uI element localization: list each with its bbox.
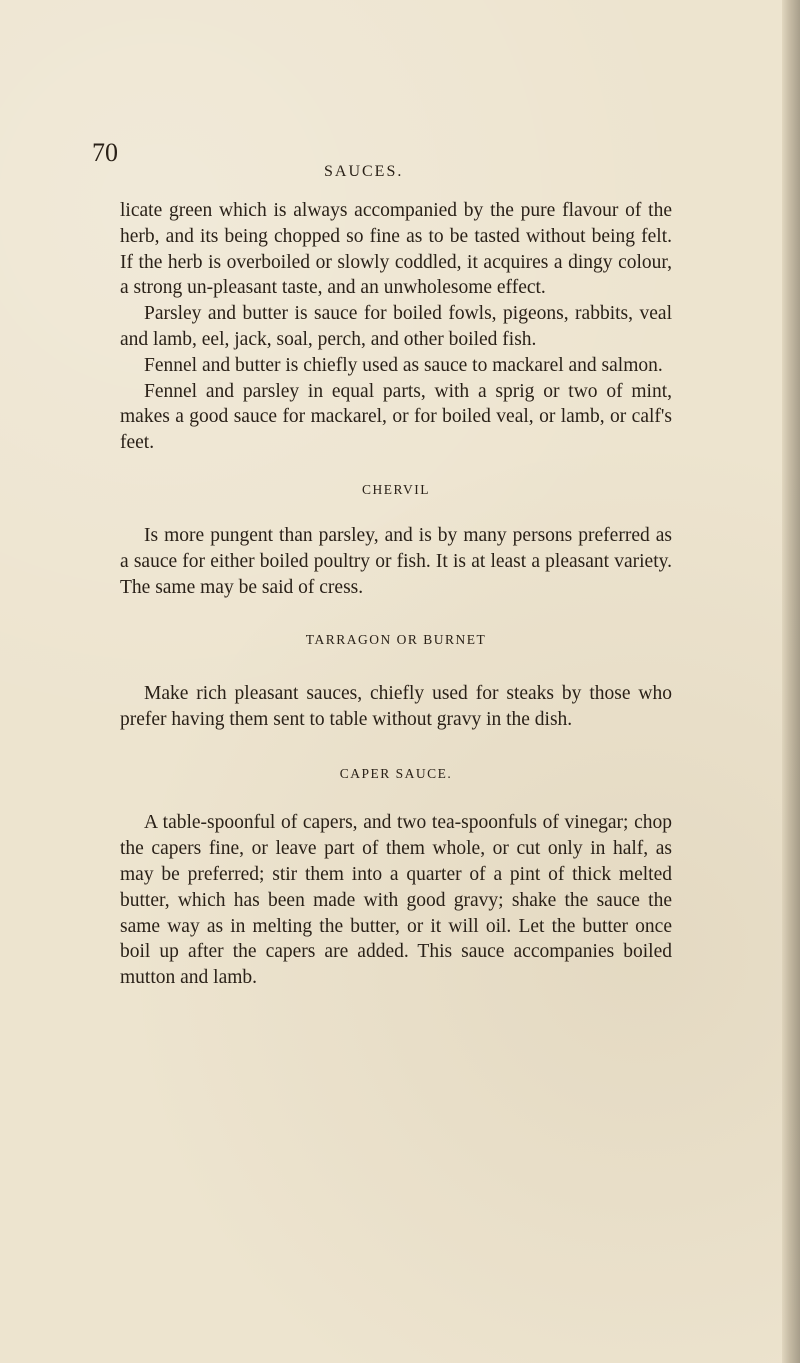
page-number: 70	[92, 138, 118, 167]
tarragon-heading: TARRAGON OR BURNET	[305, 631, 487, 647]
parsley-butter-paragraph: Parsley and butter is sauce for boiled fowls, pigeons, rabbits, veal and lamb, eel, jack, soal, perch, and other boiled fish.	[120, 303, 672, 350]
caper-heading: CAPER SAUCE.	[339, 765, 453, 781]
page-body	[120, 198, 672, 991]
running-title: SAUCES.	[324, 163, 404, 180]
page-edge	[782, 0, 800, 1363]
fennel-butter-paragraph: Fennel and butter is chiefly used as sauce to mackarel and salmon.	[144, 354, 663, 376]
fennel-parsley-paragraph: Fennel and parsley in equal parts, with a sprig or two of mint, makes a good sauce for mackarel, or for boiled veal, or lamb, or calf's feet.	[120, 380, 672, 454]
chervil-heading: CHERVIL	[362, 481, 430, 497]
intro-paragraph: licate green which is always accompanied by the pure flavour of the herb, and its being chopped so fine as to be tasted without being felt. If the herb is overboiled or slowly coddled, it acquires a dingy colour, a strong un-pleasant taste, and an unwholesome effect.	[120, 200, 672, 299]
caper-paragraph: A table-spoonful of capers, and two tea-spoonfuls of vinegar; chop the capers fine, or leave part of them whole, or cut only in half, as may be preferred; stir them into a quarter of a pint of thick melted butter, which has been made with good gravy; shake the sauce the same way as in melting the butter, or it will oil. Let the butter once boil up after the capers are added. This sauce accompanies boiled mutton and lamb.	[120, 812, 672, 989]
tarragon-paragraph: Make rich pleasant sauces, chiefly used for steaks by those who prefer having them sent to table without gravy in the dish.	[120, 683, 672, 731]
chervil-paragraph: Is more pungent than parsley, and is by many persons preferred as a sauce for either boiled poultry or fish. It is at least a pleasant variety. The same may be said of cress.	[120, 525, 672, 599]
